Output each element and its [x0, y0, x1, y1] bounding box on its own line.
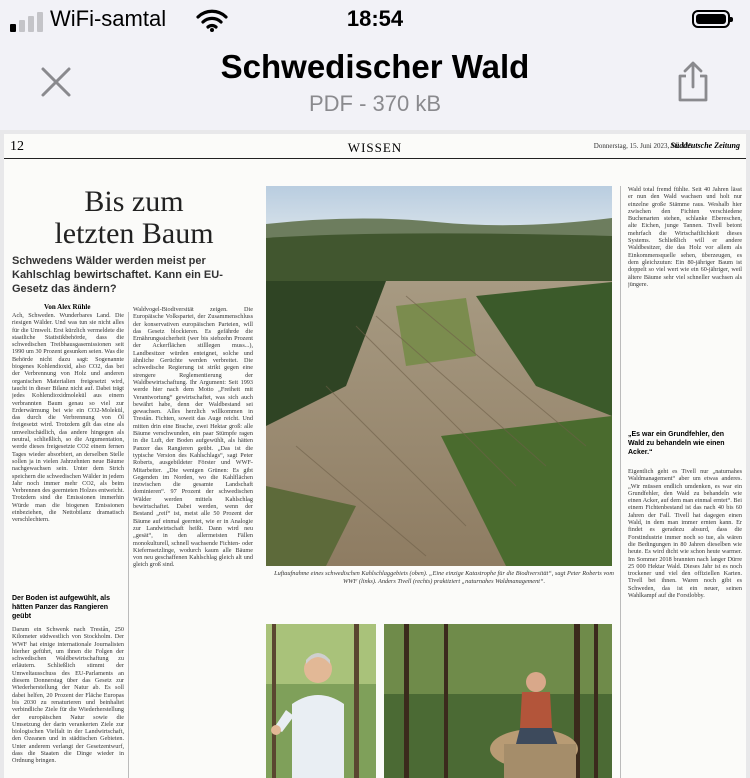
article-column-1-top: Ach, Schweden. Wunderbares Land. Die riesigen Wälder. Und was tun sie nicht alles für die Umwelt. Erst kürzlich vermeldete die staatliche Statistikbehörde, dass die schwedischen Treibhausgasemissionen seit 1990 um 30 Prozent gesunken seien. Was die Behörde nicht dazu sagt: Sogenannte biogenes Kohlendioxid, also CO2, das bei der Verbrennung von Holz und anderen organischen Materialien freigesetzt wird, taucht in dieser Bilanz nicht auf. Dabei trägt jedes Kohlendioxidmolekül aus einem verbrannten Baum genau so viel zur Erderwärmung bei wie ein CO2-Molekül, das durch die Verbrennung von Öl freigesetzt wird. Trotzdem gilt das eine als umweltschädlich, das andere hingegen als neutral, schließlich, so die Argumentation, werde dieses freigesetzte CO2 einem fernen Tages wieder absorbiert, an derselben Stelle sollen ja in vielen Jahrzehnten neue Bäume nachgewachsen sein. Unter dem Strich speichern die schwedischen Wälder in jedem Jahr noch immer mehr CO2, als beim Verbrennen des geernteten Holzes entweicht. Trotzdem sind die Emissionen immerhin Würde man die biogenen Emissionen einbeziehen, die Nettobilanz dramatisch verschlechtern.	[12, 312, 124, 524]
section-name: WISSEN	[347, 140, 403, 155]
battery-icon	[692, 10, 730, 28]
newspaper-header	[4, 134, 746, 159]
share-icon	[675, 59, 711, 103]
clock: 18:54	[346, 6, 404, 31]
newspaper-page	[4, 134, 746, 778]
article-column-2: Waldvogel-Biodiversität zeigen. Die Europäische Volkspartei, der Zusammenschluss der konservativen europäischen Parteien, will das Gesetz blockieren. Es gefährde die Ernährungssicherheit (wer bis siebzehn Prozent der Ackerflächen stilllegen muss...), Landbesitzer würden enteignet, solche und ähnliche Gerüchte werden verbreitet. Die schwedische Regierung ist strikt gegen eine strengere Reglementierung der Waldbewirtschaftung. Ihr Argument: Seit 1993 werde hier nach dem Motto „Freiheit mit Verantwortung“ gewirtschaftet, was sich auch bewährt habe, denn der Waldbestand sei gewachsen. Alles herzlich willkommen in Trestån. Fichten, soweit das Auge reicht. Und mitten drin eine Brache, zwei Hektar groß: alle Bäume verschwunden, ein paar Stümpfe ragen in die Luft, der Boden aufgewühlt, als hätten Panzer das Rangieren geübt. „Das ist die typische Version des Kahlschlags“, sagt Peter Roberts, ausgebildeter Förster und WWF-Mitarbeiter. „Die wenigen Grünen: Es gibt Gegenden im Norden, wo die Kahlflächen inzwischen die gesamte Landschaft dominieren“. 97 Prozent der schwedischen Wälder werden mittels Kahlschlag bewirtschaftet. Dabei werden, wenn der Bestand „reif“ ist, meist alle 50 Prozent der Bäume auf einmal geerntet, wie er in Analogie zur Landwirtschaft heißt. Dann wird neu „gesät“, in den allermeisten Fällen monokulturell, schnell wachsende Fichten- oder Kiefernsetzlinge, wodurch kaum alle Bäume von neu geschaffenen Kahlschlag gleich alt und gleich groß sind.	[133, 306, 253, 569]
article-column-1-bottom: Darum ein Schwenk nach Trestån, 250 Kilometer südwestlich von Stockholm. Der WWF hat einige internationale Journalisten hierher geführt, um ihnen die Folgen der schwedischen Waldbewirtschaftung zu erläutern. Schließlich stimmt der Umweltausschuss des EU-Parlaments an diesem Donnerstag über das Gesetz zur Wiederherstellung der Natur ab. Es soll dabei helfen, 20 Prozent der Fläche Europas bis 2030 zu renaturieren und beinhaltet verbindliche Ziele für die Wiederherstellung der europäischen Natur sowie die Umsetzung der darin verankerten Ziele zur biologischen Vielfalt in der Landwirtschaft, den Ozeanen und in städtischen Gebieten. Unter anderem verlangt der Gesetzentwurf, dass die Staaten die Dinge wieder in Ordnung bringen.	[12, 626, 124, 765]
headline-line-2: letzten Baum	[54, 217, 214, 250]
document-title: Schwedischer Wald	[220, 48, 530, 85]
aerial-clearcut-photo	[266, 186, 612, 566]
column-rule	[128, 312, 129, 778]
portrait-anders-tivell	[384, 624, 612, 778]
portrait-peter-roberts	[266, 624, 376, 778]
page-number: 12	[10, 139, 24, 154]
carrier-label: WiFi-samtal	[50, 6, 167, 31]
document-info: PDF - 370 kB	[308, 91, 442, 116]
pdf-viewer[interactable]	[0, 130, 750, 778]
column-rule	[620, 186, 621, 778]
byline: Von Alex Rühle	[44, 303, 91, 311]
document-nav-bar	[0, 40, 750, 124]
photo-caption: Luftaufnahme eines schwedischen Kahlschlaggebiets (oben). „Eine einzige Katastrophe für die Biodiversität“, sagt Peter Roberts vom WWF (links). Anders Tivell (rechts) praktiziert „naturnahes Waldmanagement“.	[274, 570, 614, 585]
article-column-6-bottom: Eigentlich geht es Tivell nur „naturnahes Waldmanagement“ aber um etwas anderes. „Wir müssen endlich umdenken, es war ein Grundfehler, den Wald zu behandeln wie einen Acker, auf dem man einmal erntet“. Bei einem Fichtenbestand ist das nach 40 bis 60 Jahren der Fall. Tivell hat dagegen einen Wald, in dem man immer ernten kann. Er findet es geradezu absurd, dass die Forstindustrie immer noch so tue, als wären die Bedingungen in 80 Jahren dieselben wie heute. Es wird dicht wie schon heute warmer. Im Sommer 2018 brannten nach langer Dürre 25 000 Hektar Wald. Dieses Jahr ist es noch trockener und viel den offiziellen Karten. Tivell bei ihnen. Waren noch gibt es Schweden, das ist ein neuer, seinen Wahlkampf auf die Forstlobby.	[628, 468, 742, 600]
dateline: Donnerstag, 15. Juni 2023, Nr. 135	[593, 142, 692, 150]
headline	[34, 186, 234, 250]
pull-quote: „Es war ein Grundfehler, den Wald zu behandeln wie einen Acker.“	[628, 431, 725, 456]
masthead: Süddeutsche Zeitung	[670, 141, 740, 150]
status-bar	[0, 0, 750, 40]
article-deck: Schwedens Wälder werden meist per Kahlschlag bewirtschaftet. Kann ein EU-Gesetz das ändern?	[12, 255, 223, 295]
article-subhead: Der Boden ist aufgewühlt, als hätten Panzer das Rangieren geübt	[12, 595, 111, 620]
article-column-6-top: Wald total fremd fühlte. Seit 40 Jahren lässt er nun den Wald wachsen und holt nur einzelne große Stämme raus. Weshalb hier zwischen den Fichten verschiedene Buchenarten stehen, schlanke Ebereschen, alte Eichen, junge Tannen. Tivell betont mehrfach die Wirtschaftlichkeit dieses Systems. Schließlich will er andere Waldbesitzer, die das Holz vor allem als Einkommensquelle sehen, überzeugen, es dem gleichzutun: Ein 80-jähriger Baum ist doppelt so viel wert wie ein 60-jähriger, weil ältere Bäume sehr viel schneller wachsen als jüngere.	[628, 186, 742, 288]
share-button[interactable]	[675, 59, 711, 103]
headline-line-1: Bis zum	[84, 185, 184, 218]
